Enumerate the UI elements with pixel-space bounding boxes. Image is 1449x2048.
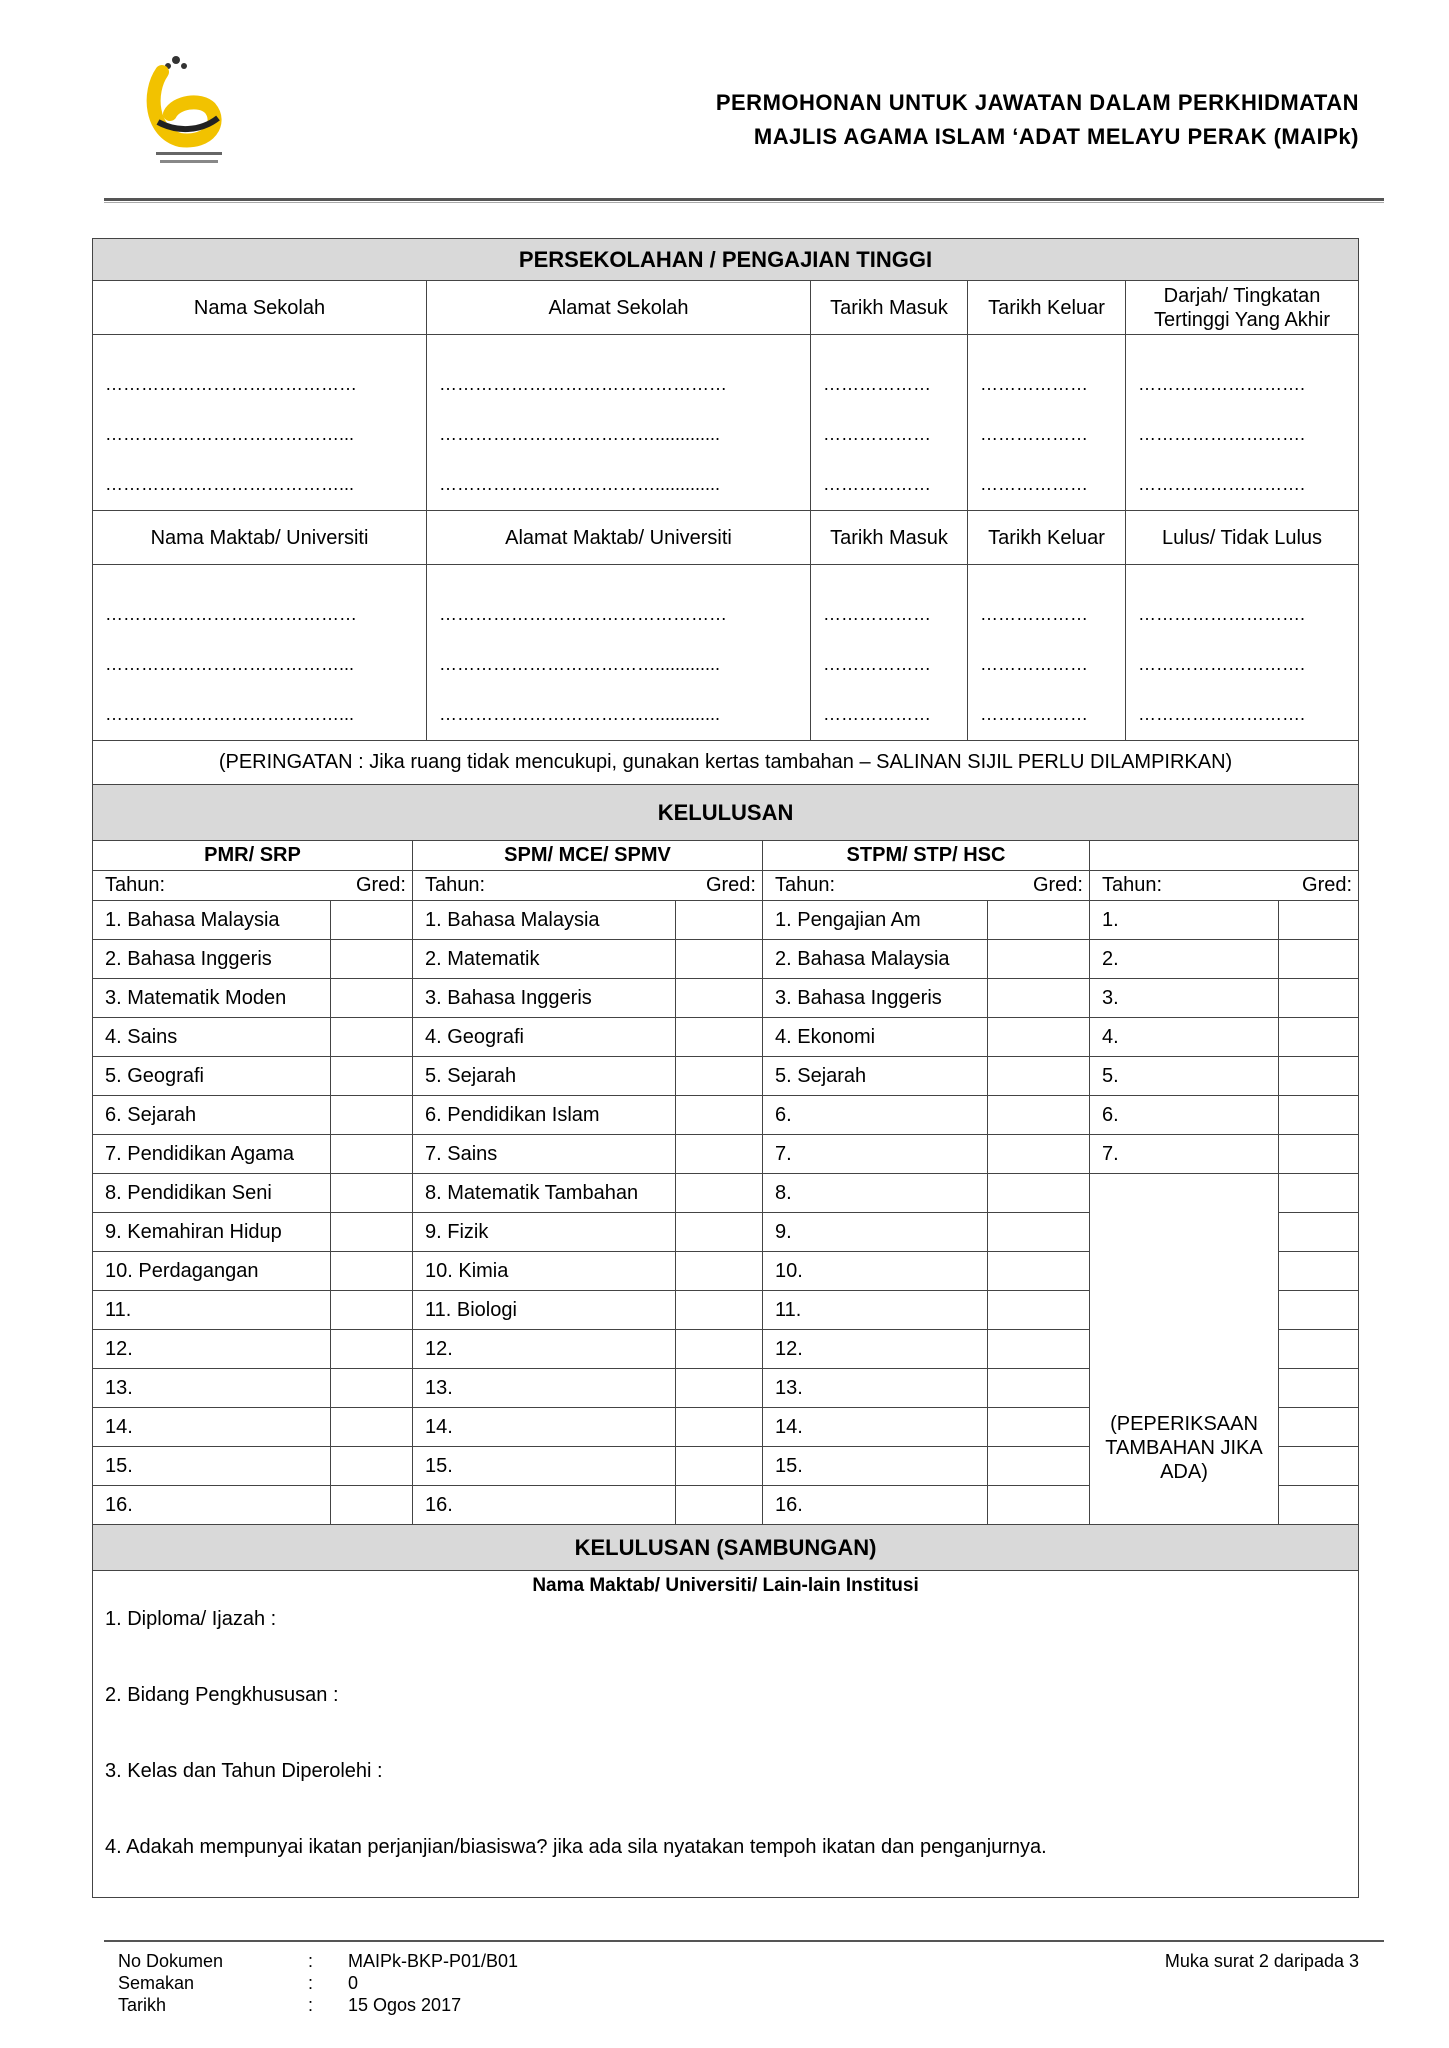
date-label: Tarikh: [118, 1995, 167, 2015]
subject-cell[interactable]: 7.: [1090, 1135, 1279, 1174]
grade-cell[interactable]: [331, 1174, 413, 1213]
grade-cell[interactable]: [1279, 1135, 1359, 1174]
grade-cell[interactable]: [988, 901, 1090, 940]
grade-cell[interactable]: [331, 1213, 413, 1252]
subject-cell[interactable]: 15.: [413, 1447, 676, 1486]
doc-number-value: MAIPk-BKP-P01/B01: [348, 1951, 519, 1971]
pmr-year-label[interactable]: Tahun:: [93, 871, 331, 901]
grade-cell[interactable]: [331, 1291, 413, 1330]
grade-cell[interactable]: [1279, 940, 1359, 979]
subject-cell[interactable]: 15.: [763, 1447, 988, 1486]
grade-cell[interactable]: [988, 1213, 1090, 1252]
school-entry-date-field[interactable]: ……………… ……………… ………………: [811, 335, 968, 511]
subject-cell: 10. Kimia: [413, 1252, 676, 1291]
grade-cell[interactable]: [1279, 1447, 1359, 1486]
subject-cell[interactable]: 16.: [763, 1486, 988, 1525]
grade-cell[interactable]: [676, 1057, 763, 1096]
grade-cell[interactable]: [676, 940, 763, 979]
subject-cell: 8. Matematik Tambahan: [413, 1174, 676, 1213]
grade-cell[interactable]: [676, 1486, 763, 1525]
grade-cell[interactable]: [1279, 1291, 1359, 1330]
grade-cell[interactable]: [988, 940, 1090, 979]
subject-cell: 6. Pendidikan Islam: [413, 1096, 676, 1135]
grade-cell[interactable]: [331, 1330, 413, 1369]
subject-cell[interactable]: 9.: [763, 1213, 988, 1252]
subject-cell: 7. Pendidikan Agama: [93, 1135, 331, 1174]
attachment-warning: (PERINGATAN : Jika ruang tidak mencukupi, gunakan kertas tambahan – SALINAN SIJIL PERLU DILAMPIRKAN): [93, 741, 1359, 785]
grade-cell[interactable]: [676, 1330, 763, 1369]
subject-cell[interactable]: 7.: [763, 1135, 988, 1174]
subject-cell[interactable]: 14.: [763, 1408, 988, 1447]
school-exit-date-header: Tarikh Keluar: [968, 281, 1126, 335]
grade-cell[interactable]: [331, 1369, 413, 1408]
uni-exit-date-header: Tarikh Keluar: [968, 511, 1126, 565]
school-name-field[interactable]: …………………………………… …………………………………... …………………………………...: [93, 335, 427, 511]
date-value: 15 Ogos 2017: [348, 1995, 462, 2015]
uni-result-field[interactable]: ………………………. ………………………. ……………………….: [1126, 565, 1359, 741]
uni-entry-date-header: Tarikh Masuk: [811, 511, 968, 565]
grade-cell[interactable]: [988, 1174, 1090, 1213]
uni-entry-date-field[interactable]: ……………… ……………… ………………: [811, 565, 968, 741]
grade-cell[interactable]: [676, 1447, 763, 1486]
stpm-grade-label: Gred:: [988, 871, 1090, 901]
uni-exit-date-field[interactable]: ……………… ……………… ………………: [968, 565, 1126, 741]
grade-cell[interactable]: [1279, 1330, 1359, 1369]
grade-cell[interactable]: [1279, 1057, 1359, 1096]
grade-cell[interactable]: [1279, 1252, 1359, 1291]
subject-cell[interactable]: 14.: [93, 1408, 331, 1447]
subject-cell[interactable]: 12.: [763, 1330, 988, 1369]
group-header-spm: SPM/ MCE/ SPMV: [413, 841, 763, 871]
page-number: Muka surat 2 daripada 3: [1164, 1951, 1359, 1971]
grade-cell[interactable]: [988, 979, 1090, 1018]
subject-cell[interactable]: 4.: [1090, 1018, 1279, 1057]
grade-cell[interactable]: [676, 1369, 763, 1408]
subject-cell[interactable]: 6.: [1090, 1096, 1279, 1135]
subject-cell: 1. Bahasa Malaysia: [93, 901, 331, 940]
subject-cell[interactable]: 11.: [93, 1291, 331, 1330]
uni-address-field[interactable]: ………………………………………… ………………………………............. ……………………………….............: [427, 565, 811, 741]
header-divider: [104, 198, 1384, 201]
extra-exam-note: (PEPERIKSAAN TAMBAHAN JIKA ADA): [1090, 1174, 1279, 1525]
diploma-field[interactable]: 1. Diploma/ Ijazah :: [105, 1607, 277, 1630]
subject-cell: 4. Geografi: [413, 1018, 676, 1057]
grade-cell[interactable]: [331, 1057, 413, 1096]
grade-cell[interactable]: [1279, 1369, 1359, 1408]
grade-cell[interactable]: [331, 940, 413, 979]
school-exit-date-field[interactable]: ……………… ……………… ………………: [968, 335, 1126, 511]
class-year-field[interactable]: 3. Kelas dan Tahun Diperolehi :: [105, 1759, 383, 1782]
school-highest-level-header: Darjah/ Tingkatan Tertinggi Yang Akhir: [1126, 281, 1359, 335]
grade-cell[interactable]: [676, 1252, 763, 1291]
subject-cell: 8. Pendidikan Seni: [93, 1174, 331, 1213]
subject-cell: 3. Matematik Moden: [93, 979, 331, 1018]
other-year-label[interactable]: Tahun:: [1090, 871, 1279, 901]
grade-cell[interactable]: [988, 1447, 1090, 1486]
grade-cell[interactable]: [1279, 1486, 1359, 1525]
grade-cell[interactable]: [331, 979, 413, 1018]
subject-cell[interactable]: 6.: [763, 1096, 988, 1135]
subject-cell: 9. Fizik: [413, 1213, 676, 1252]
institution-subtitle: Nama Maktab/ Universiti/ Lain-lain Institusi: [93, 1571, 1359, 1601]
subject-cell[interactable]: 13.: [763, 1369, 988, 1408]
revision-label: Semakan: [118, 1973, 195, 1993]
subject-cell: 5. Sejarah: [413, 1057, 676, 1096]
grade-cell[interactable]: [1279, 1018, 1359, 1057]
pmr-grade-label: Gred:: [331, 871, 413, 901]
footer-doc-info: No Dokumen : MAIPk-BKP-P01/B01 Semakan : 0 Tarikh : 15 Ogos 2017: [118, 1951, 519, 2015]
footer-divider: [104, 1940, 1384, 1942]
subject-cell: 6. Sejarah: [93, 1096, 331, 1135]
subject-cell: 10. Perdagangan: [93, 1252, 331, 1291]
subject-cell[interactable]: 16.: [93, 1486, 331, 1525]
subject-cell: 11. Biologi: [413, 1291, 676, 1330]
subject-cell: 9. Kemahiran Hidup: [93, 1213, 331, 1252]
grade-cell[interactable]: [676, 1291, 763, 1330]
sambungan-section-title: KELULUSAN (SAMBUNGAN): [93, 1525, 1359, 1571]
subject-cell[interactable]: 13.: [413, 1369, 676, 1408]
grade-cell[interactable]: [331, 1135, 413, 1174]
subject-cell[interactable]: 14.: [413, 1408, 676, 1447]
group-header-pmr: PMR/ SRP: [93, 841, 413, 871]
bond-scholarship-field[interactable]: 4. Adakah mempunyai ikatan perjanjian/biasiswa? jika ada sila nyatakan tempoh ikatan dan penganjurnya.: [105, 1835, 1047, 1858]
grade-cell[interactable]: [331, 1018, 413, 1057]
grade-cell[interactable]: [988, 1096, 1090, 1135]
doc-number-label: No Dokumen: [118, 1951, 224, 1971]
group-header-stpm: STPM/ STP/ HSC: [763, 841, 1090, 871]
grade-cell[interactable]: [988, 1057, 1090, 1096]
uni-name-field[interactable]: …………………………………… …………………………………... …………………………………...: [93, 565, 427, 741]
group-header-other: [1090, 841, 1359, 871]
grade-cell[interactable]: [988, 1369, 1090, 1408]
grade-cell[interactable]: [676, 1096, 763, 1135]
revision-value: 0: [348, 1973, 359, 1993]
subject-cell: 1. Pengajian Am: [763, 901, 988, 940]
subject-cell: 3. Bahasa Inggeris: [763, 979, 988, 1018]
grade-cell[interactable]: [988, 1291, 1090, 1330]
subject-cell: 7. Sains: [413, 1135, 676, 1174]
subject-cell[interactable]: 10.: [763, 1252, 988, 1291]
school-address-field[interactable]: ………………………………………… ………………………………............. ……………………………….............: [427, 335, 811, 511]
subject-cell[interactable]: 15.: [93, 1447, 331, 1486]
subject-cell: 1. Bahasa Malaysia: [413, 901, 676, 940]
subject-cell[interactable]: 13.: [93, 1369, 331, 1408]
school-entry-date-header: Tarikh Masuk: [811, 281, 968, 335]
grade-cell[interactable]: [1279, 1174, 1359, 1213]
kelulusan-table: [92, 784, 1359, 1898]
subject-cell[interactable]: 1.: [1090, 901, 1279, 940]
kelulusan-section-title: KELULUSAN: [93, 785, 1359, 841]
grade-cell[interactable]: [988, 1486, 1090, 1525]
school-name-header: Nama Sekolah: [93, 281, 427, 335]
subject-cell[interactable]: 11.: [763, 1291, 988, 1330]
grade-cell[interactable]: [676, 1135, 763, 1174]
grade-cell[interactable]: [988, 1135, 1090, 1174]
subject-cell: 4. Ekonomi: [763, 1018, 988, 1057]
school-address-header: Alamat Sekolah: [427, 281, 811, 335]
grade-cell[interactable]: [988, 1252, 1090, 1291]
uni-result-header: Lulus/ Tidak Lulus: [1126, 511, 1359, 565]
grade-cell[interactable]: [331, 1252, 413, 1291]
spm-year-label[interactable]: Tahun:: [413, 871, 676, 901]
grade-cell[interactable]: [988, 1408, 1090, 1447]
subject-cell[interactable]: 2.: [1090, 940, 1279, 979]
grade-cell[interactable]: [331, 901, 413, 940]
subject-cell[interactable]: 12.: [93, 1330, 331, 1369]
grade-cell[interactable]: [676, 1018, 763, 1057]
form-title-line1: PERMOHONAN UNTUK JAWATAN DALAM PERKHIDMATAN: [715, 90, 1359, 115]
subject-cell[interactable]: 3.: [1090, 979, 1279, 1018]
grade-cell[interactable]: [1279, 1408, 1359, 1447]
subject-cell[interactable]: 5.: [1090, 1057, 1279, 1096]
subject-cell: 3. Bahasa Inggeris: [413, 979, 676, 1018]
grade-cell[interactable]: [676, 1408, 763, 1447]
grade-cell[interactable]: [988, 1330, 1090, 1369]
grade-cell[interactable]: [676, 1213, 763, 1252]
grade-cell[interactable]: [1279, 901, 1359, 940]
subject-cell: 4. Sains: [93, 1018, 331, 1057]
grade-cell[interactable]: [331, 1096, 413, 1135]
sambungan-body: [93, 1601, 1359, 1898]
spm-grade-label: Gred:: [676, 871, 763, 901]
subject-cell[interactable]: 16.: [413, 1486, 676, 1525]
uni-name-header: Nama Maktab/ Universiti: [93, 511, 427, 565]
uni-address-header: Alamat Maktab/ Universiti: [427, 511, 811, 565]
school-highest-level-field[interactable]: ………………………. ………………………. ……………………….: [1126, 335, 1359, 511]
maipk-crest-icon: [140, 52, 240, 182]
grade-cell[interactable]: [676, 901, 763, 940]
subject-cell: 2. Bahasa Malaysia: [763, 940, 988, 979]
schooling-table: [92, 238, 1359, 785]
grade-cell[interactable]: [1279, 1213, 1359, 1252]
subject-cell[interactable]: 12.: [413, 1330, 676, 1369]
schooling-section-title: PERSEKOLAHAN / PENGAJIAN TINGGI: [93, 239, 1359, 281]
subject-cell: 5. Sejarah: [763, 1057, 988, 1096]
other-grade-label: Gred:: [1279, 871, 1359, 901]
grade-cell[interactable]: [1279, 1096, 1359, 1135]
form-title-line2: MAJLIS AGAMA ISLAM ‘ADAT MELAYU PERAK (MAIPk): [753, 124, 1359, 149]
grade-cell[interactable]: [676, 979, 763, 1018]
subject-cell[interactable]: 8.: [763, 1174, 988, 1213]
subject-cell: 2. Bahasa Inggeris: [93, 940, 331, 979]
subject-cell: 2. Matematik: [413, 940, 676, 979]
specialization-field[interactable]: 2. Bidang Pengkhususan :: [105, 1683, 339, 1706]
grade-cell[interactable]: [331, 1447, 413, 1486]
grade-cell[interactable]: [331, 1408, 413, 1447]
stpm-year-label[interactable]: Tahun:: [763, 871, 988, 901]
grade-cell[interactable]: [676, 1174, 763, 1213]
grade-cell[interactable]: [988, 1018, 1090, 1057]
subject-cell: 5. Geografi: [93, 1057, 331, 1096]
grade-cell[interactable]: [331, 1486, 413, 1525]
grade-cell[interactable]: [1279, 979, 1359, 1018]
